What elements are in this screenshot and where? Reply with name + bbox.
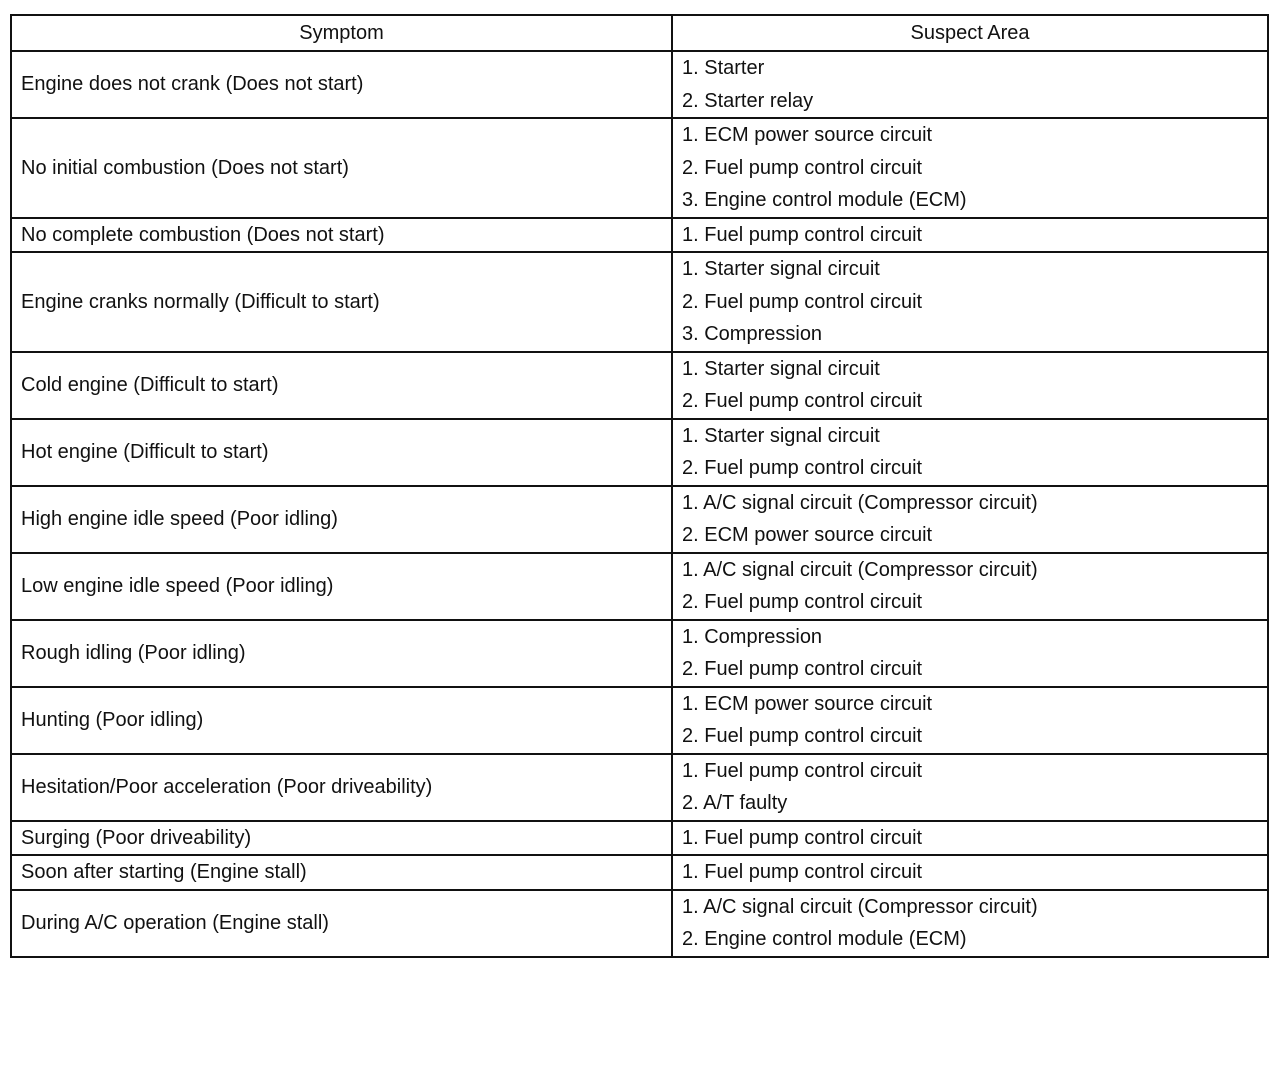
symptom-cell: Engine cranks normally (Difficult to start) (11, 252, 672, 352)
suspect-item: 1. Fuel pump control circuit (682, 223, 923, 246)
symptom-cell: During A/C operation (Engine stall) (11, 890, 672, 957)
table-row (11, 118, 1268, 218)
suspect-area-cell (672, 687, 1268, 754)
suspect-item: 2. Starter relay (682, 89, 814, 112)
table-row (11, 419, 1268, 486)
table-row (11, 687, 1268, 754)
suspect-area-cell (672, 419, 1268, 486)
suspect-item: 1. A/C signal circuit (Compressor circuit) (682, 558, 1038, 581)
table-body (11, 51, 1268, 957)
symptom-table-sheet (10, 14, 1267, 958)
suspect-item: 2. A/T faulty (682, 792, 788, 814)
symptom-cell: Hesitation/Poor acceleration (Poor driveability) (11, 754, 672, 821)
symptom-cell: Rough idling (Poor idling) (11, 620, 672, 687)
suspect-item: 2. Fuel pump control circuit (682, 457, 923, 479)
suspect-item: 2. Fuel pump control circuit (682, 390, 923, 412)
table-row (11, 352, 1268, 419)
suspect-item: 2. Fuel pump control circuit (682, 591, 923, 613)
suspect-item: 1. Starter signal circuit (682, 357, 880, 380)
suspect-item: 1. Starter signal circuit (682, 424, 880, 447)
suspect-area-cell (672, 486, 1268, 553)
suspect-item: 2. Fuel pump control circuit (682, 658, 923, 680)
suspect-item: 1. ECM power source circuit (682, 692, 933, 715)
symptom-cell: High engine idle speed (Poor idling) (11, 486, 672, 553)
suspect-area-cell (672, 252, 1268, 352)
suspect-area-cell (672, 218, 1268, 253)
suspect-area-cell (672, 620, 1268, 687)
suspect-item: 2. Fuel pump control circuit (682, 290, 923, 313)
symptom-cell: Surging (Poor driveability) (11, 821, 672, 856)
table-row (11, 754, 1268, 821)
suspect-item: 3. Compression (682, 323, 823, 345)
table-row (11, 821, 1268, 856)
suspect-item: 1. Compression (682, 625, 823, 648)
suspect-item: 1. A/C signal circuit (Compressor circuit) (682, 491, 1038, 514)
symptom-column-header: Symptom (11, 15, 672, 51)
suspect-area-cell (672, 118, 1268, 218)
symptom-cell: Cold engine (Difficult to start) (11, 352, 672, 419)
suspect-area-cell (672, 51, 1268, 118)
symptom-cell: No initial combustion (Does not start) (11, 118, 672, 218)
suspect-item: 1. Fuel pump control circuit (682, 826, 923, 849)
symptom-cell: Engine does not crank (Does not start) (11, 51, 672, 118)
suspect-item: 2. Fuel pump control circuit (682, 156, 923, 179)
table-row (11, 890, 1268, 957)
suspect-area-cell (672, 553, 1268, 620)
suspect-item: 2. Engine control module (ECM) (682, 928, 967, 950)
suspect-item: 3. Engine control module (ECM) (682, 189, 967, 211)
symptom-cell: Hunting (Poor idling) (11, 687, 672, 754)
suspect-area-cell (672, 890, 1268, 957)
table-header-row (11, 15, 1268, 51)
suspect-item: 2. Fuel pump control circuit (682, 725, 923, 747)
suspect-item: 1. Fuel pump control circuit (682, 861, 923, 883)
suspect-area-cell (672, 855, 1268, 890)
symptom-table (10, 14, 1269, 958)
table-row (11, 553, 1268, 620)
suspect-item: 1. Starter (682, 57, 765, 79)
table-row (11, 51, 1268, 118)
suspect-item: 1. Starter signal circuit (682, 258, 880, 280)
table-row (11, 855, 1268, 890)
table-row (11, 620, 1268, 687)
symptom-cell: Soon after starting (Engine stall) (11, 855, 672, 890)
suspect-item: 2. ECM power source circuit (682, 524, 933, 546)
table-row (11, 252, 1268, 352)
symptom-cell: No complete combustion (Does not start) (11, 218, 672, 253)
suspect-item: 1. Fuel pump control circuit (682, 759, 923, 782)
suspect-area-cell (672, 754, 1268, 821)
table-row (11, 486, 1268, 553)
suspect-area-column-header: Suspect Area (672, 15, 1268, 51)
symptom-cell: Hot engine (Difficult to start) (11, 419, 672, 486)
suspect-item: 1. A/C signal circuit (Compressor circuit) (682, 895, 1038, 918)
suspect-item: 1. ECM power source circuit (682, 124, 933, 146)
suspect-area-cell (672, 821, 1268, 856)
table-row (11, 218, 1268, 253)
symptom-cell: Low engine idle speed (Poor idling) (11, 553, 672, 620)
suspect-area-cell (672, 352, 1268, 419)
